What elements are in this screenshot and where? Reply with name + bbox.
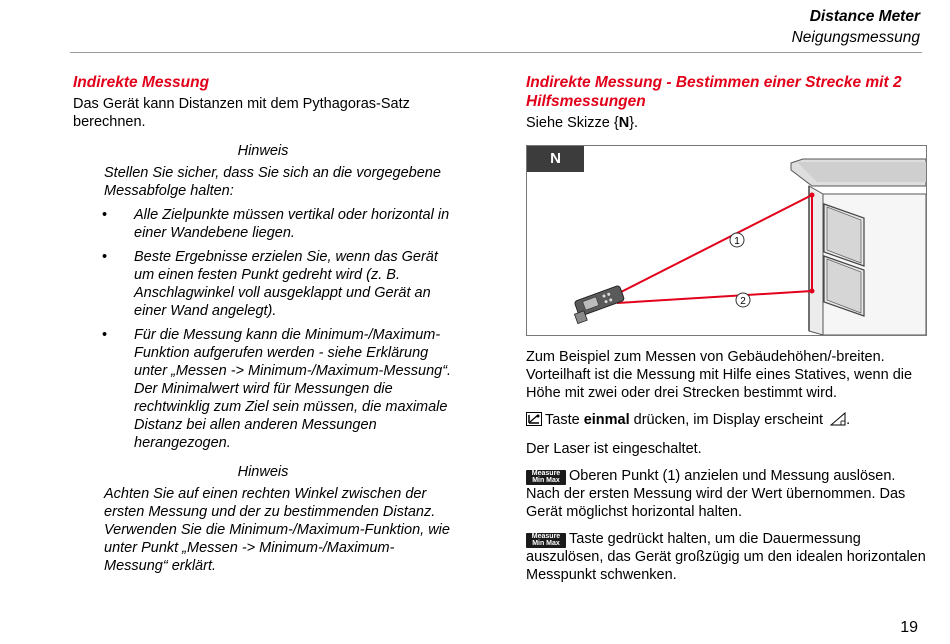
sketch-drawing	[527, 146, 926, 335]
right-heading: Indirekte Messung - Bestimmen einer Strecke mit 2 Hilfsmessungen	[526, 74, 902, 110]
left-heading: Indirekte Messung	[73, 74, 210, 91]
function-key-icon	[526, 412, 542, 431]
bullet-marker: •	[102, 249, 108, 265]
list-item	[73, 248, 453, 320]
bullet-marker: •	[102, 327, 108, 343]
header-subtitle: Neigungsmessung	[791, 29, 920, 46]
bullet-marker: •	[102, 207, 108, 223]
triangle-symbol-icon	[830, 412, 846, 431]
note1-title: Hinweis	[237, 143, 289, 159]
right-para-2: Taste einmal drücken, im Display erscheint .	[526, 411, 926, 431]
building-roof-top	[797, 162, 926, 182]
right-para-1: Zum Beispiel zum Messen von Gebäudehöhen/-breiten. Vorteilhaft ist die Messung mit Hilfe eines Statives, wenn die Höhe mit zwei oder drei Strecken bestimmt wird.	[526, 349, 913, 401]
point-label-2: 2	[740, 296, 746, 307]
header-title: Distance Meter	[809, 8, 920, 25]
sketch-reference-key: N	[618, 115, 630, 131]
point-label-1: 1	[734, 236, 740, 247]
list-item	[73, 206, 453, 242]
laser-target-lower	[810, 289, 815, 294]
right-para-4: Measure Min Max Oberen Punkt (1) anzielen und Messung auslösen. Nach der ersten Messung wird der Wert übernommen. Das Gerät möglichst horizontal halten.	[526, 468, 906, 520]
measure-button-icon: Measure Min Max	[526, 533, 566, 548]
header-rule	[70, 52, 922, 53]
right-para-3: Der Laser ist eingeschaltet.	[526, 441, 702, 457]
laser-line-lower	[617, 291, 812, 303]
note2-title: Hinweis	[237, 464, 289, 480]
laser-target-upper	[810, 193, 815, 198]
list-item	[73, 326, 453, 452]
note1-text: Stellen Sie sicher, dass Sie sich an die vorgegebene Messabfolge halten:	[104, 165, 441, 199]
note1-list	[73, 206, 453, 452]
list-item-text: Für die Messung kann die Minimum-/Maximum-Funktion aufgerufen werden - siehe Erklärung unter „Messen -> Minimum-/Maximum-Messung“. Der Minimalwert wird für Messungen die rechtwinklig zum Ziel sein müssen, die maximale Distanz bei allen anderen Messungen herangezogen.	[134, 327, 452, 451]
right-para-5: Measure Min Max Taste gedrückt halten, um die Dauermessung auszulösen, das Gerät großzügig um den idealen horizontalen Messpunkt schwenken.	[526, 531, 926, 583]
laser-line-upper	[617, 195, 812, 294]
sketch-reference: Siehe Skizze {N}.	[526, 115, 639, 131]
measure-button-icon: Measure Min Max	[526, 470, 566, 485]
page-number: 19	[900, 619, 918, 636]
left-column	[73, 73, 453, 575]
list-item-text: Beste Ergebnisse erzielen Sie, wenn das Gerät um einen festen Punkt gedreht wird (z. B. Anschlagwinkel voll ausgeklappt und Gerät an einer Wand angelegt).	[134, 249, 438, 319]
emphasis-once: einmal	[583, 412, 630, 428]
sketch-label-badge: N	[527, 146, 584, 172]
distance-meter-device	[570, 285, 626, 323]
right-column	[526, 73, 926, 584]
list-item-text: Alle Zielpunkte müssen vertikal oder horizontal in einer Wandebene liegen.	[134, 207, 450, 241]
note2-text: Achten Sie auf einen rechten Winkel zwischen der ersten Messung und der zu bestimmenden Distanz. Verwenden Sie die Minimum-/Maximum-Funktion, wie unter Punkt „Messen -> Minimum-/Maximum-Messung“ erklärt.	[104, 486, 450, 574]
left-intro: Das Gerät kann Distanzen mit dem Pythagoras-Satz berechnen.	[73, 96, 410, 130]
sketch-figure	[526, 145, 927, 336]
